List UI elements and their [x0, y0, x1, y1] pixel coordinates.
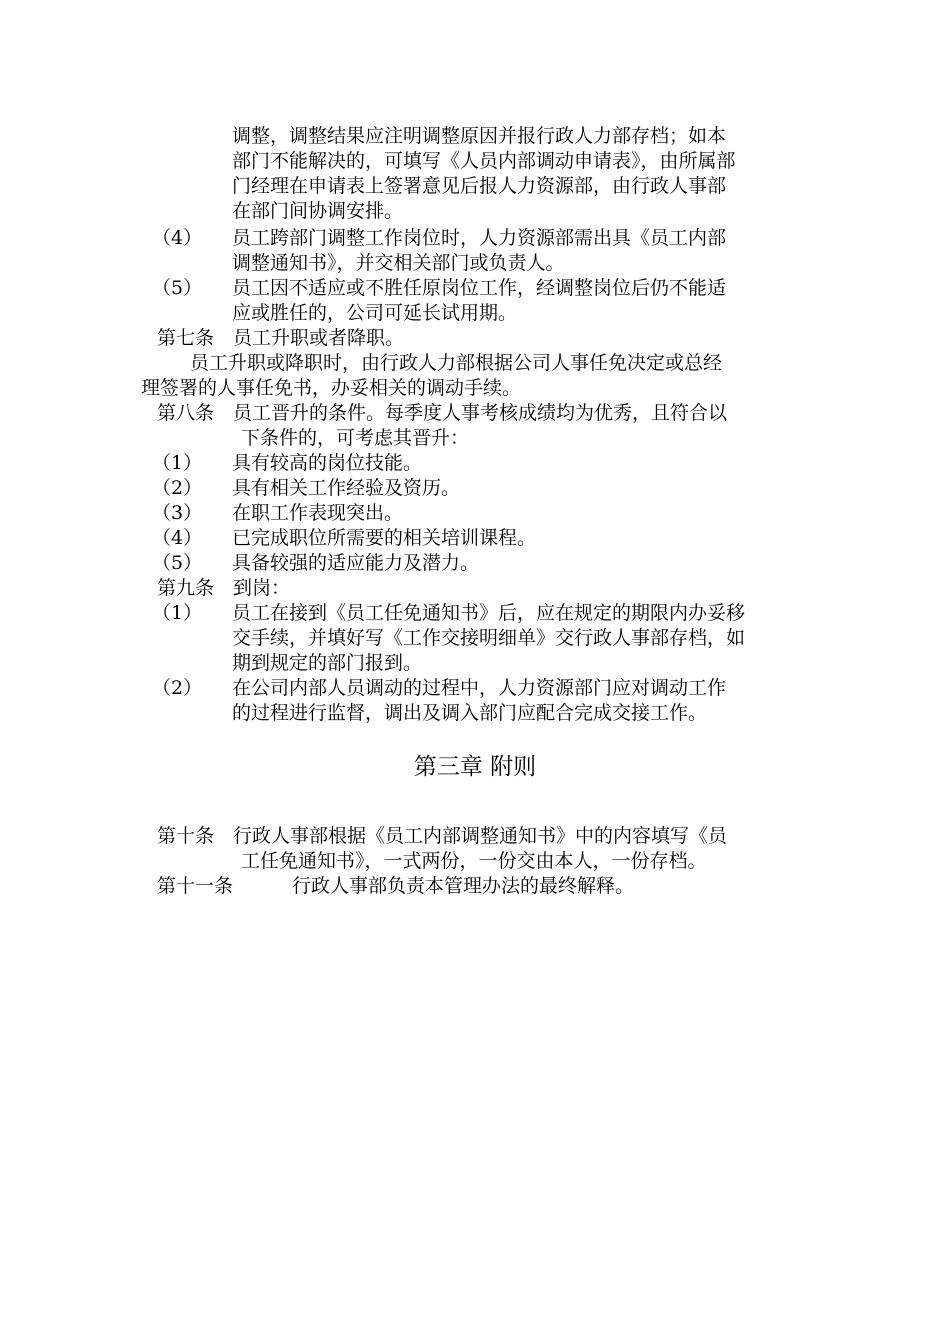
- paragraph-line: 部门不能解决的，可填写《人员内部调动申请表》，由所属部: [232, 150, 736, 172]
- article-8-title: 第八条 员工晋升的条件。每季度人事考核成绩均为优秀，且符合以: [157, 402, 728, 424]
- list-number: （1）: [152, 452, 203, 474]
- list-item-text: 应或胜任的，公司可延长试用期。: [232, 302, 518, 324]
- list-item-text: 员工在接到《员工任免通知书》后，应在规定的期限内办妥移: [232, 602, 746, 624]
- article-10-cont: 工任免通知书》，一式两份，一份交由本人，一份存档。: [241, 850, 707, 872]
- list-item-text: 员工因不适应或不胜任原岗位工作，经调整岗位后仍不能适: [232, 277, 727, 299]
- list-item-text: 具有较高的岗位技能。: [232, 452, 423, 474]
- article-10-title: 第十条 行政人事部根据《员工内部调整通知书》中的内容填写《员: [157, 825, 728, 847]
- article-9-title: 第九条 到岗：: [157, 577, 291, 599]
- list-number: （3）: [152, 502, 203, 524]
- article-7-title: 第七条 员工升职或者降职。: [157, 327, 405, 349]
- article-11-text: 行政人事部负责本管理办法的最终解释。: [292, 875, 635, 897]
- list-item-text: 已完成职位所需要的相关培训课程。: [232, 527, 537, 549]
- article-7-body: 员工升职或降职时，由行政人力部根据公司人事任免决定或总经: [190, 352, 723, 374]
- list-number: （1）: [152, 602, 203, 624]
- article-7-body: 理签署的人事任免书，办妥相关的调动手续。: [141, 377, 522, 399]
- paragraph-line: 在部门间协调安排。: [232, 200, 404, 222]
- list-item-text: 调整通知书》，并交相关部门或负责人。: [232, 252, 565, 274]
- list-item-text: 的过程进行监督，调出及调入部门应配合完成交接工作。: [232, 702, 708, 724]
- article-11-label: 第十一条: [157, 875, 234, 897]
- list-number: （5）: [152, 277, 203, 299]
- list-item-text: 具有相关工作经验及资历。: [232, 477, 461, 499]
- list-item-text: 具备较强的适应能力及潜力。: [232, 552, 480, 574]
- chapter-heading: 第三章 附则: [413, 754, 537, 780]
- paragraph-line: 门经理在申请表上签署意见后报人力资源部，由行政人事部: [232, 175, 727, 197]
- list-number: （2）: [152, 677, 203, 699]
- paragraph-line: 调整，调整结果应注明调整原因并报行政人力部存档；如本: [232, 125, 727, 147]
- list-item-text: 在职工作表现突出。: [232, 502, 404, 524]
- list-number: （2）: [152, 477, 203, 499]
- list-number: （4）: [152, 527, 203, 549]
- list-number: （5）: [152, 552, 203, 574]
- list-item-text: 期到规定的部门报到。: [232, 652, 423, 674]
- list-item-text: 交手续，并填好写《工作交接明细单》交行政人事部存档，如: [232, 627, 746, 649]
- article-8-cont: 下条件的，可考虑其晋升：: [241, 427, 470, 449]
- list-item-text: 员工跨部门调整工作岗位时，人力资源部需出具《员工内部: [232, 227, 727, 249]
- list-item-text: 在公司内部人员调动的过程中，人力资源部门应对调动工作: [232, 677, 727, 699]
- list-number: （4）: [152, 227, 203, 249]
